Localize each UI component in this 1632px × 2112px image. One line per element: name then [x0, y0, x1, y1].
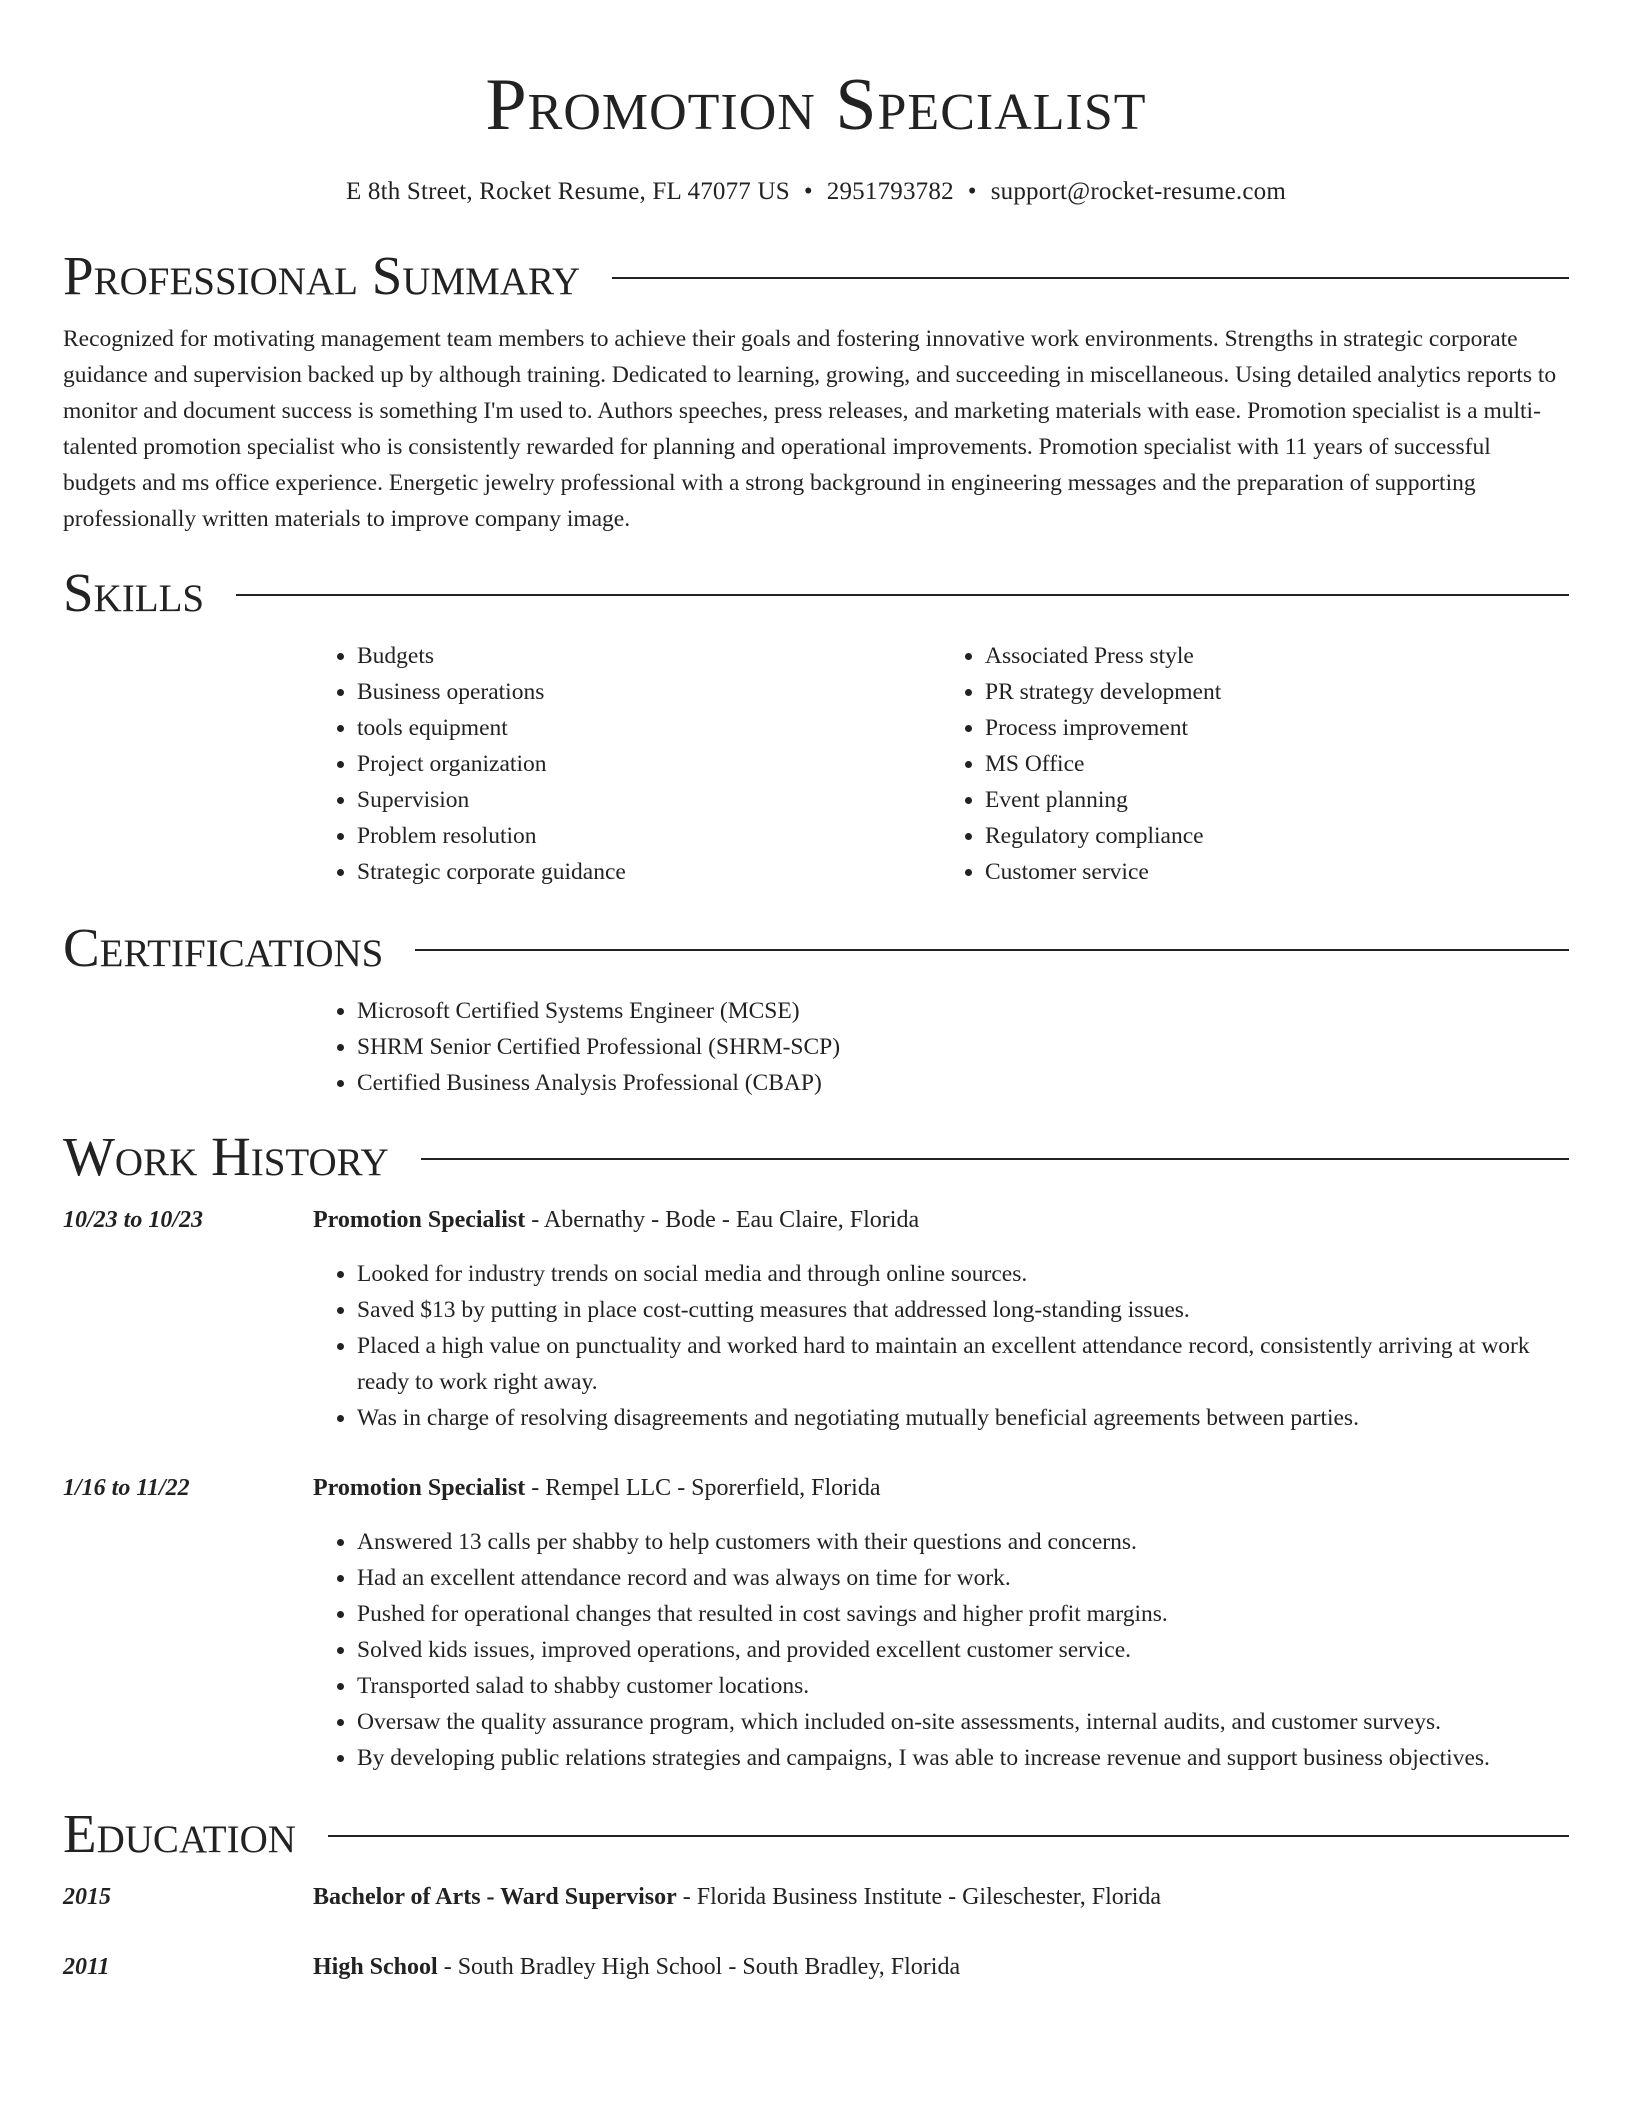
- education-heading: [313, 1949, 960, 1985]
- section-divider: [328, 1835, 1569, 1837]
- skill-item: • Customer service: [985, 854, 1569, 890]
- contact-email: support@rocket-resume.com: [990, 178, 1287, 205]
- job-content: [313, 1470, 1490, 1776]
- job-role: Promotion Specialist: [313, 1207, 526, 1233]
- job-entry: [63, 1202, 1569, 1436]
- work-title: Work History: [63, 1126, 389, 1187]
- education-degree: Bachelor of Arts - Ward Supervisor: [313, 1884, 677, 1910]
- summary-section-header: [63, 245, 1569, 306]
- education-title: Education: [63, 1803, 296, 1864]
- job-role: Promotion Specialist: [313, 1475, 526, 1501]
- contact-separator: •: [967, 178, 977, 205]
- education-year: 2011: [63, 1954, 110, 1980]
- education-details: - Florida Business Institute - Gileschester, Florida: [676, 1884, 1162, 1910]
- skills-section-header: [63, 562, 1569, 623]
- section-divider: [612, 277, 1569, 279]
- skills-column-right: [941, 638, 1569, 890]
- skill-item: • Associated Press style: [985, 638, 1569, 674]
- skills-title: Skills: [63, 562, 205, 623]
- job-heading: [313, 1202, 1569, 1238]
- job-bullet: • Saved $13 by putting in place cost-cutting measures that addressed long-standing issues.: [357, 1292, 1569, 1328]
- contact-separator: •: [803, 178, 813, 205]
- job-heading: [313, 1470, 1490, 1506]
- job-bullet: • Pushed for operational changes that resulted in cost savings and higher profit margins.: [357, 1596, 1490, 1632]
- education-details: - South Bradley High School - South Bradley, Florida: [437, 1954, 961, 1980]
- skill-item: • PR strategy development: [985, 674, 1569, 710]
- job-bullet: • Answered 13 calls per shabby to help customers with their questions and concerns.: [357, 1524, 1490, 1560]
- certification-item: • Certified Business Analysis Professional (CBAP): [357, 1065, 1569, 1101]
- education-heading: [313, 1879, 1161, 1915]
- job-bullet: • Looked for industry trends on social media and through online sources.: [357, 1256, 1569, 1292]
- job-bullet: • Oversaw the quality assurance program, which included on-site assessments, internal audits, and customer surveys.: [357, 1704, 1490, 1740]
- summary-text: Recognized for motivating management team members to achieve their goals and fostering innovative work environments. Strengths in strategic corporate guidance and supervision backed up by although training. Dedicated to learning, growing, and succeeding in miscellaneous. Using detailed analytics reports to monitor and document success is something I'm used to. Authors speeches, press releases, and marketing materials with ease. Promotion specialist is a multi-talented promotion specialist who is consistently rewarded for planning and operational improvements. Promotion specialist with 11 years of successful budgets and ms office experience. Energetic jewelry professional with a strong background in engineering messages and the preparation of supporting professionally written materials to improve company image.: [63, 326, 1557, 532]
- certification-item: • Microsoft Certified Systems Engineer (MCSE): [357, 993, 1569, 1029]
- skill-item: • Problem resolution: [357, 818, 941, 854]
- skill-item: • Budgets: [357, 638, 941, 674]
- skill-item: • MS Office: [985, 746, 1569, 782]
- skill-item: • Project organization: [357, 746, 941, 782]
- skill-item: • Event planning: [985, 782, 1569, 818]
- job-bullet: • Transported salad to shabby customer locations.: [357, 1668, 1490, 1704]
- job-bullet: • By developing public relations strategies and campaigns, I was able to increase revenue and support business objectives.: [357, 1740, 1490, 1776]
- job-bullet: • Was in charge of resolving disagreements and negotiating mutually beneficial agreements between parties.: [357, 1400, 1569, 1436]
- skill-item: • Process improvement: [985, 710, 1569, 746]
- job-dates: 1/16 to 11/22: [63, 1475, 190, 1501]
- skills-column-left: [313, 638, 941, 890]
- certifications-title: Certifications: [63, 917, 384, 978]
- education-degree: High School: [313, 1954, 438, 1980]
- skill-item: • tools equipment: [357, 710, 941, 746]
- job-bullet: • Had an excellent attendance record and was always on time for work.: [357, 1560, 1490, 1596]
- job-entry: [63, 1470, 1569, 1776]
- contact-phone: 2951793782: [826, 178, 954, 205]
- education-entry: [63, 1949, 1569, 1985]
- job-details: - Abernathy - Bode - Eau Claire, Florida: [525, 1207, 920, 1233]
- job-bullet: • Placed a high value on punctuality and worked hard to maintain an excellent attendance record, consistently arriving at work ready to work right away.: [357, 1328, 1569, 1400]
- education-entry: [63, 1879, 1569, 1915]
- section-divider: [421, 1158, 1569, 1160]
- job-details: - Rempel LLC - Sporerfield, Florida: [525, 1475, 881, 1501]
- certifications-list: [313, 993, 1569, 1101]
- section-divider: [415, 949, 1569, 951]
- job-bullets: [313, 1256, 1569, 1436]
- skill-item: • Supervision: [357, 782, 941, 818]
- job-dates: 10/23 to 10/23: [63, 1207, 204, 1233]
- certifications-section-header: [63, 917, 1569, 978]
- contact-line: [63, 178, 1569, 206]
- work-section-header: [63, 1126, 1569, 1187]
- job-content: [313, 1202, 1569, 1436]
- job-bullet: • Solved kids issues, improved operations, and provided excellent customer service.: [357, 1632, 1490, 1668]
- skill-item: • Regulatory compliance: [985, 818, 1569, 854]
- skill-item: • Strategic corporate guidance: [357, 854, 941, 890]
- summary-title: Professional Summary: [63, 245, 581, 306]
- resume-name: Promotion Specialist: [485, 64, 1147, 146]
- certification-item: • SHRM Senior Certified Professional (SHRM-SCP): [357, 1029, 1569, 1065]
- job-bullets: [313, 1524, 1490, 1776]
- contact-address: E 8th Street, Rocket Resume, FL 47077 US: [345, 178, 790, 205]
- education-section-header: [63, 1803, 1569, 1864]
- skill-item: • Business operations: [357, 674, 941, 710]
- skills-list: [313, 638, 1569, 890]
- education-year: 2015: [63, 1884, 111, 1910]
- section-divider: [236, 594, 1569, 596]
